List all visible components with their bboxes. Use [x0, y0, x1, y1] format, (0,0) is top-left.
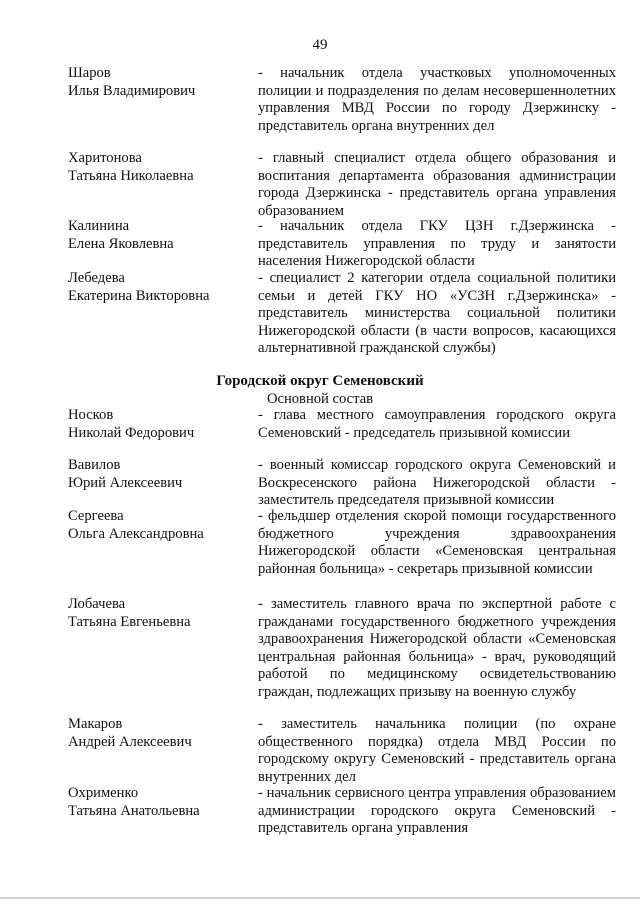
member-surname: Шаров [68, 65, 111, 81]
member-name [68, 785, 258, 838]
member-role: - специалист 2 категории отдела социальной политики семьи и детей ГКУ НО «УСЗН г.Дзержинска» - представитель министерства социальной политики Нижегородской области (в части вопросов, касающихся альтернативной гражданской службы) [258, 270, 616, 357]
member-surname: Лебедева [68, 270, 125, 286]
member-given-names: Екатерина Викторовна [68, 287, 210, 304]
member-name [68, 270, 258, 358]
section-subtitle: Основной состав [266, 391, 374, 407]
member-name [68, 457, 258, 510]
member-name [68, 508, 258, 578]
member-role: - фельдшер отделения скорой помощи государственного бюджетного учреждения здравоохранения Нижегородской области «Семеновская центральная районная больница» - секретарь призывной комиссии [258, 508, 616, 577]
member-role: - начальник отдела участковых уполномоченных полиции и подразделения по делам несовершеннолетних управления МВД России по городу Дзержинску - представитель органа внутренних дел [258, 65, 616, 134]
member-entry [68, 716, 616, 786]
scan-bottom-edge [0, 897, 640, 899]
member-entry [68, 218, 616, 271]
member-given-names: Николай Федорович [68, 424, 195, 441]
member-role: - начальник сервисного центра управления образованием администрации городского округа Семеновский - представитель органа управления [258, 785, 616, 837]
member-name [68, 218, 258, 271]
member-given-names: Андрей Алексеевич [68, 733, 192, 750]
member-name [68, 716, 258, 786]
member-name [68, 596, 258, 702]
member-surname: Вавилов [68, 457, 121, 473]
member-entry [68, 457, 616, 510]
member-given-names: Илья Владимирович [68, 82, 196, 99]
member-entry [68, 270, 616, 358]
member-entry [68, 65, 616, 135]
member-entry [68, 407, 616, 442]
member-entry [68, 150, 616, 220]
section-title: Городской округ Семеновский [216, 373, 424, 389]
member-role: - заместитель главного врача по экспертной работе с гражданами государственного бюджетного учреждения здравоохранения Нижегородской области «Семеновская центральная районная больница» - врач, руководящий работой по медицинскому освидетельствованию граждан, подлежащих призыву на военную службу [258, 596, 616, 700]
member-name [68, 407, 258, 442]
member-role: - заместитель начальника полиции (по охране общественного порядка) отдела МВД России по городскому округу Семеновский - представитель органа внутренних дел [258, 716, 616, 785]
member-role: - главный специалист отдела общего образования и воспитания департамента образования администрации города Дзержинска - представитель органа управления образованием [258, 150, 616, 219]
member-surname: Лобачева [68, 596, 126, 612]
member-role: - военный комиссар городского округа Семеновский и Воскресенского района Нижегородской области - заместитель председателя призывной комиссии [258, 457, 616, 509]
member-role: - глава местного самоуправления городского округа Семеновский - председатель призывной комиссии [258, 407, 616, 441]
member-entry [68, 596, 616, 702]
member-name [68, 65, 258, 135]
member-surname: Харитонова [68, 150, 142, 166]
member-given-names: Юрий Алексеевич [68, 474, 183, 491]
member-given-names: Татьяна Евгеньевна [68, 613, 191, 630]
member-surname: Калинина [68, 218, 130, 234]
member-given-names: Ольга Александровна [68, 525, 204, 542]
member-given-names: Елена Яковлевна [68, 235, 174, 252]
member-given-names: Татьяна Николаевна [68, 167, 194, 184]
member-surname: Охрименко [68, 785, 139, 801]
member-entry [68, 785, 616, 838]
member-surname: Носков [68, 407, 114, 423]
member-role: - начальник отдела ГКУ ЦЗН г.Дзержинска - представитель управления по труду и занятости населения Нижегородской области [258, 218, 616, 270]
member-surname: Макаров [68, 716, 123, 732]
member-name [68, 150, 258, 220]
member-given-names: Татьяна Анатольевна [68, 802, 200, 819]
page-number: 49 [312, 37, 328, 53]
member-surname: Сергеева [68, 508, 124, 524]
member-entry [68, 508, 616, 578]
